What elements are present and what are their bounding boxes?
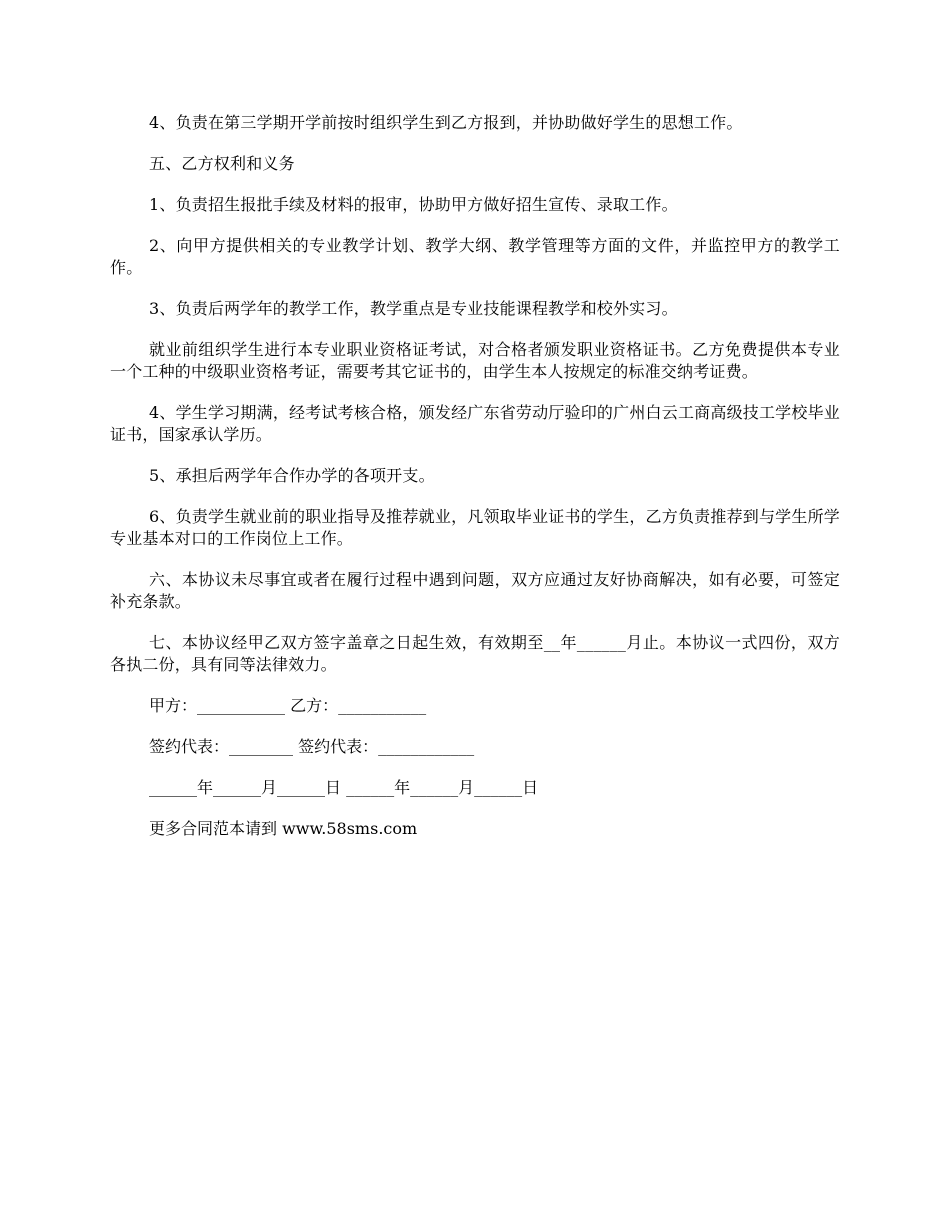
section-7-effective: 七、本协议经甲乙双方签字盖章之日起生效，有效期至__年______月止。本协议一式四份，双方各执二份，具有同等法律效力。 [110, 633, 840, 674]
signature-representatives-line: 签约代表：________ 签约代表：____________ [149, 737, 475, 756]
footer-note: 更多合同范本请到 www.58sms.com [149, 819, 418, 838]
clause-4-graduation: 4、学生学习期满，经考试考核合格，颁发经广东省劳动厅验印的广州白云工商高级技工学校毕业证书，国家承认学历。 [110, 403, 840, 444]
clause-6-employment: 6、负责学生就业前的职业指导及推荐就业，凡领取毕业证书的学生，乙方负责推荐到与学生所学专业基本对口的工作岗位上工作。 [110, 507, 840, 548]
paragraph-certification: 就业前组织学生进行本专业职业资格证考试，对合格者颁发职业资格证书。乙方免费提供本专业一个工种的中级职业资格考证，需要考其它证书的，由学生本人按规定的标准交纳考证费。 [110, 340, 840, 381]
signature-date-line: ______年______月______日 ______年______月______日 [149, 778, 539, 797]
section-6-disputes: 六、本协议未尽事宜或者在履行过程中遇到问题，双方应通过友好协商解决，如有必要，可签定补充条款。 [110, 570, 840, 611]
signature-parties-line: 甲方：___________ 乙方：___________ [149, 696, 427, 715]
clause-4-report: 4、负责在第三学期开学前按时组织学生到乙方报到，并协助做好学生的思想工作。 [149, 113, 743, 132]
clause-1-enrollment: 1、负责招生报批手续及材料的报审，协助甲方做好招生宣传、录取工作。 [149, 195, 678, 214]
document-page [110, 112, 840, 859]
clause-3-teaching-work: 3、负责后两学年的教学工作，教学重点是专业技能课程教学和校外实习。 [149, 299, 678, 318]
clause-5-expenses: 5、承担后两学年合作办学的各项开支。 [149, 466, 435, 485]
section-heading-5: 五、乙方权利和义务 [149, 154, 295, 173]
clause-2-teaching-docs: 2、向甲方提供相关的专业教学计划、教学大纲、教学管理等方面的文件，并监控甲方的教学工作。 [110, 236, 840, 277]
